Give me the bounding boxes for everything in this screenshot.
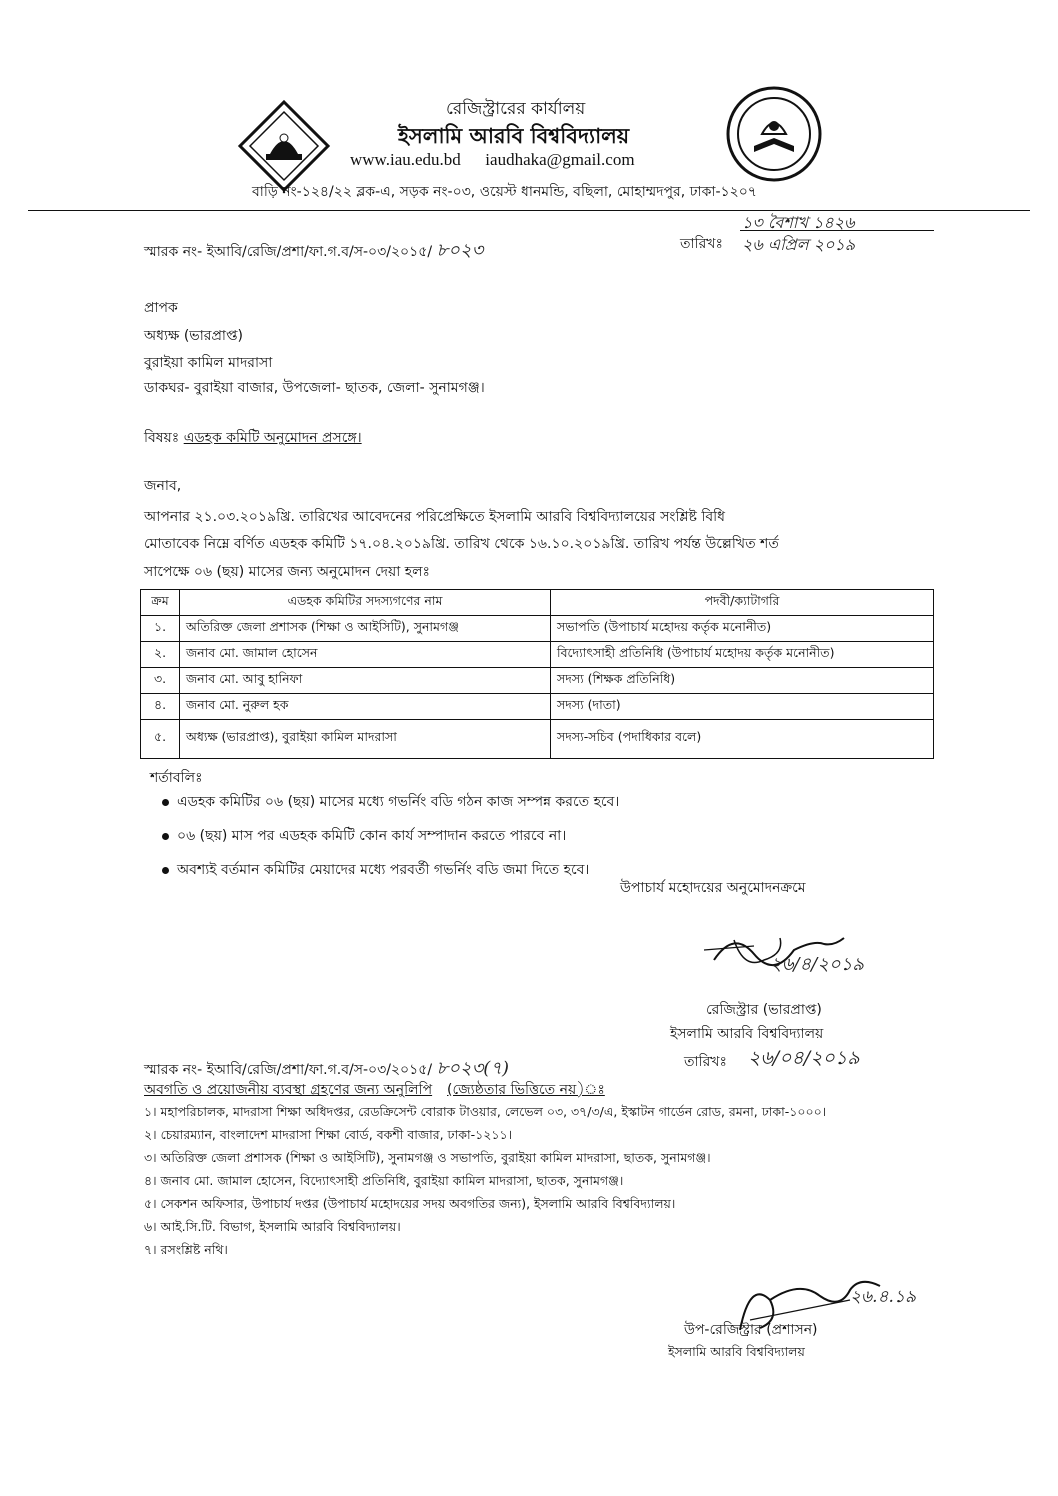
- condition-item: ০৬ (ছয়) মাস পর এডহক কমিটি কোন কার্য সম্পাদান করতে পারবে না।: [162, 824, 619, 848]
- conditions-title: শর্তাবলিঃ: [150, 770, 203, 786]
- cell-serial: ২.: [141, 642, 180, 668]
- recipient-line: অধ্যক্ষ (ভারপ্রাপ্ত): [144, 328, 243, 344]
- email-link[interactable]: iaudhaka@gmail.com: [485, 150, 635, 169]
- university-name: ইসলামি আরবি বিশ্ববিদ্যালয়: [398, 124, 630, 148]
- address-line: বাড়ি নং-১২৪/২২ ব্লক-এ, সড়ক নং-০৩, ওয়েস্ট ধানমন্ডি, বছিলা, মোহাম্মদপুর, ঢাকা-১২০৭: [252, 184, 757, 200]
- conditions-list: [162, 790, 619, 892]
- cell-role: বিদ্যোৎসাহী প্রতিনিধি (উপাচার্য মহোদয় কর্তৃক মনোনীত): [551, 642, 934, 668]
- table-row: [141, 668, 934, 694]
- list-item: ৫। সেকশন অফিসার, উপাচার্য দপ্তর (উপাচার্য মহোদয়ের সদয় অবগতির জন্য), ইসলামি আরবি বিশ্ববিদ্যালয়।: [144, 1196, 676, 1211]
- date-divider: [740, 230, 934, 231]
- list-item: ১। মহাপরিচালক, মাদরাসা শিক্ষা অধিদপ্তর, রেডক্রিসেন্ট বোরাক টাওয়ার, লেভেল ০৩, ৩৭/৩/এ, ইস্কাটন গার্ডেন রোড, রমনা, ঢাকা-১০০০।: [144, 1104, 827, 1119]
- condition-item: এডহক কমিটির ০৬ (ছয়) মাসের মধ্যে গভর্নিং বডি গঠন কাজ সম্পন্ন করতে হবে।: [162, 790, 619, 814]
- signature2-date-handwritten: ২৬.৪.১৯: [850, 1287, 917, 1307]
- cell-role: সদস্য (দাতা): [551, 694, 934, 720]
- list-item: ৬। আই.সি.টি. বিভাগ, ইসলামি আরবি বিশ্ববিদ্যালয়।: [144, 1219, 401, 1234]
- deputy-registrar-org: ইসলামি আরবি বিশ্ববিদ্যালয়: [668, 1344, 805, 1359]
- cell-serial: ৪.: [141, 694, 180, 720]
- approval-note: উপাচার্য মহোদয়ের অনুমোদনক্রমে: [620, 880, 806, 896]
- salutation: জনাব,: [144, 478, 182, 494]
- table-row: [141, 616, 934, 642]
- header-divider: [28, 210, 1030, 211]
- subject-label: বিষয়ঃ: [144, 430, 180, 446]
- col-header-serial: ক্রম: [141, 590, 180, 616]
- cell-name: জনাব মো. আবু হানিফা: [180, 668, 551, 694]
- committee-table: [140, 589, 934, 759]
- website-link[interactable]: www.iau.edu.bd: [350, 150, 461, 169]
- col-header-role: পদবী/ক্যাটাগরি: [551, 590, 934, 616]
- bullet-icon: [162, 833, 169, 840]
- signature1-date2-handwritten: ২৬/০৪/২০১৯: [748, 1047, 860, 1069]
- cell-name: জনাব মো. নুরুল হক: [180, 694, 551, 720]
- bullet-icon: [162, 799, 169, 806]
- memo2-number-label: স্মারক নং- ইআবি/রেজি/প্রশা/ফা.গ.ব/স-০৩/২০১৫/: [144, 1062, 433, 1078]
- office-title: রেজিস্ট্রারের কার্যালয়: [446, 99, 586, 119]
- date-label: তারিখঃ: [680, 236, 723, 252]
- list-item: ৪। জনাব মো. জামাল হোসেন, বিদ্যোৎসাহী প্রতিনিধি, বুরাইয়া কামিল মাদরাসা, ছাতক, সুনামগঞ্জ।: [144, 1173, 624, 1188]
- copies-note: (জ্যেষ্ঠতার ভিত্তিতে নয়)ঃ: [447, 1082, 605, 1098]
- cell-role: সদস্য (শিক্ষক প্রতিনিধি): [551, 668, 934, 694]
- cell-serial: ৫.: [141, 720, 180, 759]
- emblem-logo: [724, 84, 824, 184]
- table-row: [141, 720, 934, 759]
- cell-name: অতিরিক্ত জেলা প্রশাসক (শিক্ষা ও আইসিটি), সুনামগঞ্জ: [180, 616, 551, 642]
- copies-title: অবগতি ও প্রয়োজনীয় ব্যবস্থা গ্রহণের জন্য অনুলিপি: [144, 1082, 433, 1098]
- cell-role: সদস্য-সচিব (পদাধিকার বলে): [551, 720, 934, 759]
- date-english-handwritten: ২৬ এপ্রিল ২০১৯: [742, 235, 856, 254]
- date-bangla-handwritten: ১৩ বৈশাখ ১৪২৬: [742, 213, 855, 232]
- list-item: ২। চেয়ারম্যান, বাংলাদেশ মাদরাসা শিক্ষা বোর্ড, বকশী বাজার, ঢাকা-১২১১।: [144, 1127, 513, 1142]
- cell-name: অধ্যক্ষ (ভারপ্রাপ্ত), বুরাইয়া কামিল মাদরাসা: [180, 720, 551, 759]
- list-item: ৩। অতিরিক্ত জেলা প্রশাসক (শিক্ষা ও আইসিটি), সুনামগঞ্জ ও সভাপতি, বুরাইয়া কামিল মাদরাসা, ছাতক, সুনামগঞ্জ।: [144, 1150, 711, 1165]
- subject-text: এডহক কমিটি অনুমোদন প্রসঙ্গে।: [183, 430, 362, 446]
- signature1-date-label: তারিখঃ: [684, 1054, 727, 1070]
- body-line: আপনার ২১.০৩.২০১৯খ্রি. তারিখের আবেদনের পরিপ্রেক্ষিতে ইসলামি আরবি বিশ্ববিদ্যালয়ের সংশ্লিষ্ট বিধি: [144, 509, 726, 525]
- registrar-designation: রেজিস্ট্রার (ভারপ্রাপ্ত): [706, 1002, 822, 1018]
- memo2-number-handwritten: ৮০২৩(৭): [436, 1058, 510, 1079]
- col-header-name: এডহক কমিটির সদস্যগণের নাম: [180, 590, 551, 616]
- recipient-title: প্রাপক: [144, 300, 178, 316]
- condition-item: অবশ্যই বর্তমান কমিটির মেয়াদের মধ্যে পরবর্তী গভর্নিং বডি জমা দিতে হবে।: [162, 858, 619, 882]
- registrar-org: ইসলামি আরবি বিশ্ববিদ্যালয়: [670, 1026, 824, 1042]
- cell-name: জনাব মো. জামাল হোসেন: [180, 642, 551, 668]
- recipient-line: ডাকঘর- বুরাইয়া বাজার, উপজেলা- ছাতক, জেলা- সুনামগঞ্জ।: [144, 380, 485, 396]
- memo-number-label: স্মারক নং- ইআবি/রেজি/প্রশা/ফা.গ.ব/স-০৩/২০১৫/: [144, 244, 433, 260]
- recipient-line: বুরাইয়া কামিল মাদরাসা: [144, 355, 273, 371]
- body-line: মোতাবেক নিম্নে বর্ণিত এডহক কমিটি ১৭.০৪.২০১৯খ্রি. তারিখ থেকে ১৬.১০.২০১৯খ্রি. তারিখ পর্যন্ত উল্লেখিত শর্ত: [144, 536, 779, 552]
- deputy-registrar-designation: উপ-রেজিস্ট্রার (প্রশাসন): [684, 1322, 818, 1338]
- table-row: [141, 694, 934, 720]
- table-header-row: [141, 590, 934, 616]
- table-row: [141, 642, 934, 668]
- cell-serial: ৩.: [141, 668, 180, 694]
- cell-role: সভাপতি (উপাচার্য মহোদয় কর্তৃক মনোনীত): [551, 616, 934, 642]
- copies-list: [144, 1100, 826, 1261]
- list-item: ৭। রসংশ্লিষ্ট নথি।: [144, 1242, 228, 1257]
- signature1-date-handwritten: ২৬/৪/২০১৯: [770, 954, 864, 975]
- cell-serial: ১.: [141, 616, 180, 642]
- body-line: সাপেক্ষে ০৬ (ছয়) মাসের জন্য অনুমোদন দেয়া হলঃ: [144, 564, 431, 580]
- memo-number-handwritten: ৮০২৩: [436, 240, 484, 261]
- bullet-icon: [162, 867, 169, 874]
